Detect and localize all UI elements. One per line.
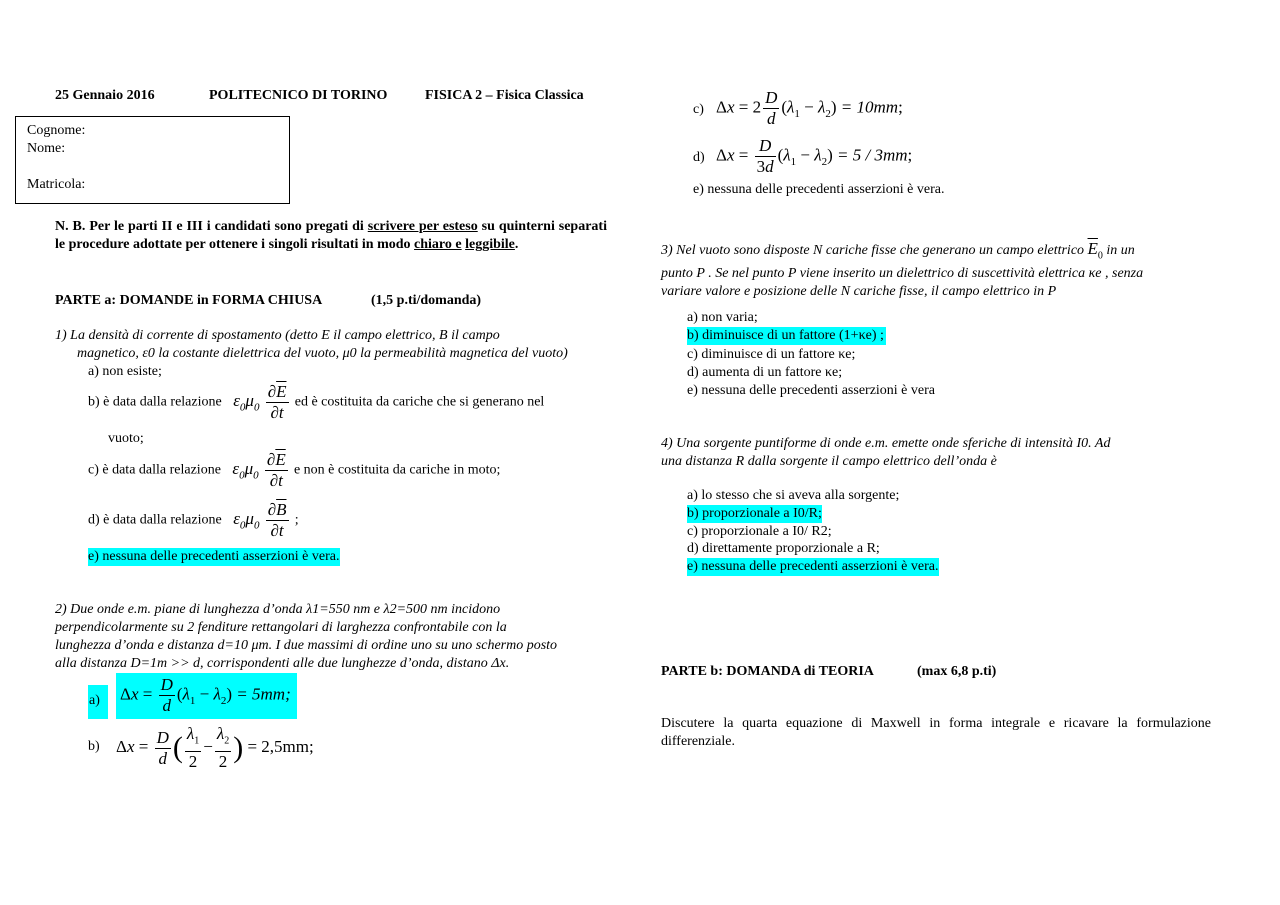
q1-option-d-prefix: d) è data dalla relazione (88, 512, 222, 528)
q2-option-d-result: = 5 / 3mm (837, 145, 908, 165)
q2-option-b-formula: Δx = $\frac{D}{d}$ ( $\frac{\lambda_1}{2}$ − $\frac{\lambda_2}{2}$ ) = 2,5mm; (116, 724, 314, 772)
notice-paragraph (55, 218, 607, 254)
q1-option-d[interactable] (88, 500, 299, 546)
part-a-title: PARTE a: DOMANDE in FORMA CHIUSA (55, 293, 323, 308)
q3-option-e[interactable]: e) nessuna delle precedenti asserzioni è vera (687, 383, 935, 398)
e0-vector-symbol: $\overline{E}_0$ (1087, 239, 1103, 262)
part-a-points: (1,5 p.ti/domanda) (371, 293, 482, 308)
q3-text-line-1-end: in un (1106, 243, 1135, 258)
q4-option-c[interactable]: c) proporzionale a I0/ R2; (687, 524, 832, 539)
q3-text-line-1 (661, 240, 1135, 265)
institution-name: POLITECNICO DI TORINO (209, 88, 388, 103)
q2-text-line-3: lunghezza d’onda e distanza d=10 μm. I due massimi di ordine uno su uno schermo posto (55, 638, 558, 653)
notice-underlined-1: scrivere per esteso (367, 219, 478, 234)
q1-option-c[interactable] (88, 450, 500, 496)
part-b-question: Discutere la quarta equazione di Maxwell in forma integrale e ricavare la formulazione differenziale. (661, 716, 1211, 749)
q2-text-line-1: 2) Due onde e.m. piane di lunghezza d’onda λ1=550 nm e λ2=500 nm incidono (55, 602, 501, 617)
q2-option-c-result: = 10mm (840, 97, 899, 117)
q3-option-d[interactable]: d) aumenta di un fattore κe; (687, 365, 843, 380)
q4-text-line-1: 4) Una sorgente puntiforme di onde e.m. emette onde sferiche di intensità I0. Ad (661, 436, 1111, 451)
q1-text-line-1: 1) La densità di corrente di spostamento (detto E il campo elettrico, B il campo (55, 328, 500, 343)
q1-option-a[interactable]: a) non esiste; (88, 364, 162, 379)
q2-option-a-label[interactable]: a) (89, 693, 100, 708)
q3-option-c[interactable]: c) diminuisce di un fattore κe; (687, 347, 856, 362)
q1-option-c-suffix: e non è costituita da cariche in moto; (293, 462, 501, 478)
notice-underlined-3: leggibile (465, 237, 515, 252)
notice-middle: su quinterni separati le procedure adottate per ottenere i singoli risultati in modo (55, 219, 607, 252)
q1-option-b-formula: $\varepsilon_0\mu_0$ $\frac{\partial\overline{E}}{\partial t}$ (233, 382, 287, 422)
notice-underlined-2: chiaro e (414, 237, 462, 252)
q2-option-d-formula: Δx = $\frac{D}{3d}$ $(\lambda_1 - \lambda_2) = 5 / 3mm$; (716, 136, 913, 176)
notice-prefix: N. B. Per le parti II e III i candidati sono pregati di (55, 219, 364, 234)
q2-option-a[interactable] (116, 673, 297, 719)
q2-text-line-2: perpendicolarmente su 2 fenditure rettangolari di larghezza confrontabile con la (55, 620, 507, 635)
q2-option-a-formula: Δx = $\frac{D}{d}$ $(\lambda_1 - \lambda_2) = 5mm$; (120, 675, 291, 715)
part-b-title: PARTE b: DOMANDA di TEORIA (661, 664, 874, 679)
q2-option-b-result: = 2,5mm (247, 737, 309, 757)
surname-label: Cognome: (27, 123, 86, 138)
q1-option-d-suffix: ; (294, 512, 299, 528)
q1-option-c-formula: $\varepsilon_0\mu_0$ $\frac{\partial\overline{E}}{\partial t}$ (232, 450, 286, 490)
notice-suffix: . (514, 237, 519, 252)
name-label: Nome: (27, 141, 66, 156)
q2-option-c[interactable] (716, 86, 936, 132)
q2-option-c-formula: Δx = 2 $\frac{D}{d}$ $(\lambda_1 - \lambda_2) = 10mm$; (716, 88, 903, 128)
q2-option-a-result: = 5mm; (236, 684, 291, 704)
q2-option-e[interactable]: e) nessuna delle precedenti asserzioni è vera. (693, 182, 945, 197)
q3-option-b[interactable]: b) diminuisce di un fattore (1+κe) ; (687, 328, 884, 343)
q3-text-line-3: variare valore e posizione delle N cariche fisse, il campo elettrico in P (661, 284, 1057, 299)
q1-option-e[interactable]: e) nessuna delle precedenti asserzioni è vera. (88, 549, 340, 564)
q3-text-line-2: punto P . Se nel punto P viene inserito un dielettrico di suscettività elettrica κe , senza (661, 266, 1144, 281)
course-name: FISICA 2 – Fisica Classica (425, 88, 584, 103)
q2-option-d[interactable] (716, 134, 936, 180)
matricola-label: Matricola: (27, 177, 86, 192)
q2-text (55, 601, 607, 673)
exam-date: 25 Gennaio 2016 (55, 88, 155, 103)
q1-option-b-suffix: ed è costituita da cariche che si generano nel (294, 394, 545, 410)
q2-option-b-label[interactable]: b) (88, 739, 100, 754)
q2-text-line-4: alla distanza D=1m >> d, corrispondenti alle due lunghezze d’onda, distano Δx. (55, 656, 510, 671)
q3-text-line-1-main: 3) Nel vuoto sono disposte N cariche fisse che generano un campo elettrico (661, 243, 1085, 258)
q4-option-e[interactable]: e) nessuna delle precedenti asserzioni è vera. (687, 559, 939, 574)
q4-option-d[interactable]: d) direttamente proporzionale a R; (687, 541, 880, 556)
q1-option-b-prefix: b) è data dalla relazione (88, 394, 222, 410)
q1-option-c-prefix: c) è data dalla relazione (88, 462, 221, 478)
q1-option-b[interactable] (88, 382, 544, 428)
q4-option-b[interactable]: b) proporzionale a I0/R; (687, 506, 822, 521)
q1-option-b-continuation: vuoto; (108, 431, 144, 446)
q2-option-b[interactable] (116, 722, 356, 772)
q2-option-d-label[interactable]: d) (693, 150, 705, 165)
part-b-points: (max 6,8 p.ti) (917, 664, 997, 679)
q2-option-c-label[interactable]: c) (693, 102, 704, 117)
q1-text-line-2: magnetico, ε0 la costante dielettrica del vuoto, μ0 la permeabilità magnetica del vuoto) (77, 346, 568, 361)
q4-text-line-2: una distanza R dalla sorgente il campo elettrico dell’onda è (661, 454, 997, 469)
q1-option-d-formula: $\varepsilon_0\mu_0$ $\frac{\partial\overline{B}}{\partial t}$ (233, 500, 287, 540)
q4-option-a[interactable]: a) lo stesso che si aveva alla sorgente; (687, 488, 900, 503)
q3-option-a[interactable]: a) non varia; (687, 310, 758, 325)
